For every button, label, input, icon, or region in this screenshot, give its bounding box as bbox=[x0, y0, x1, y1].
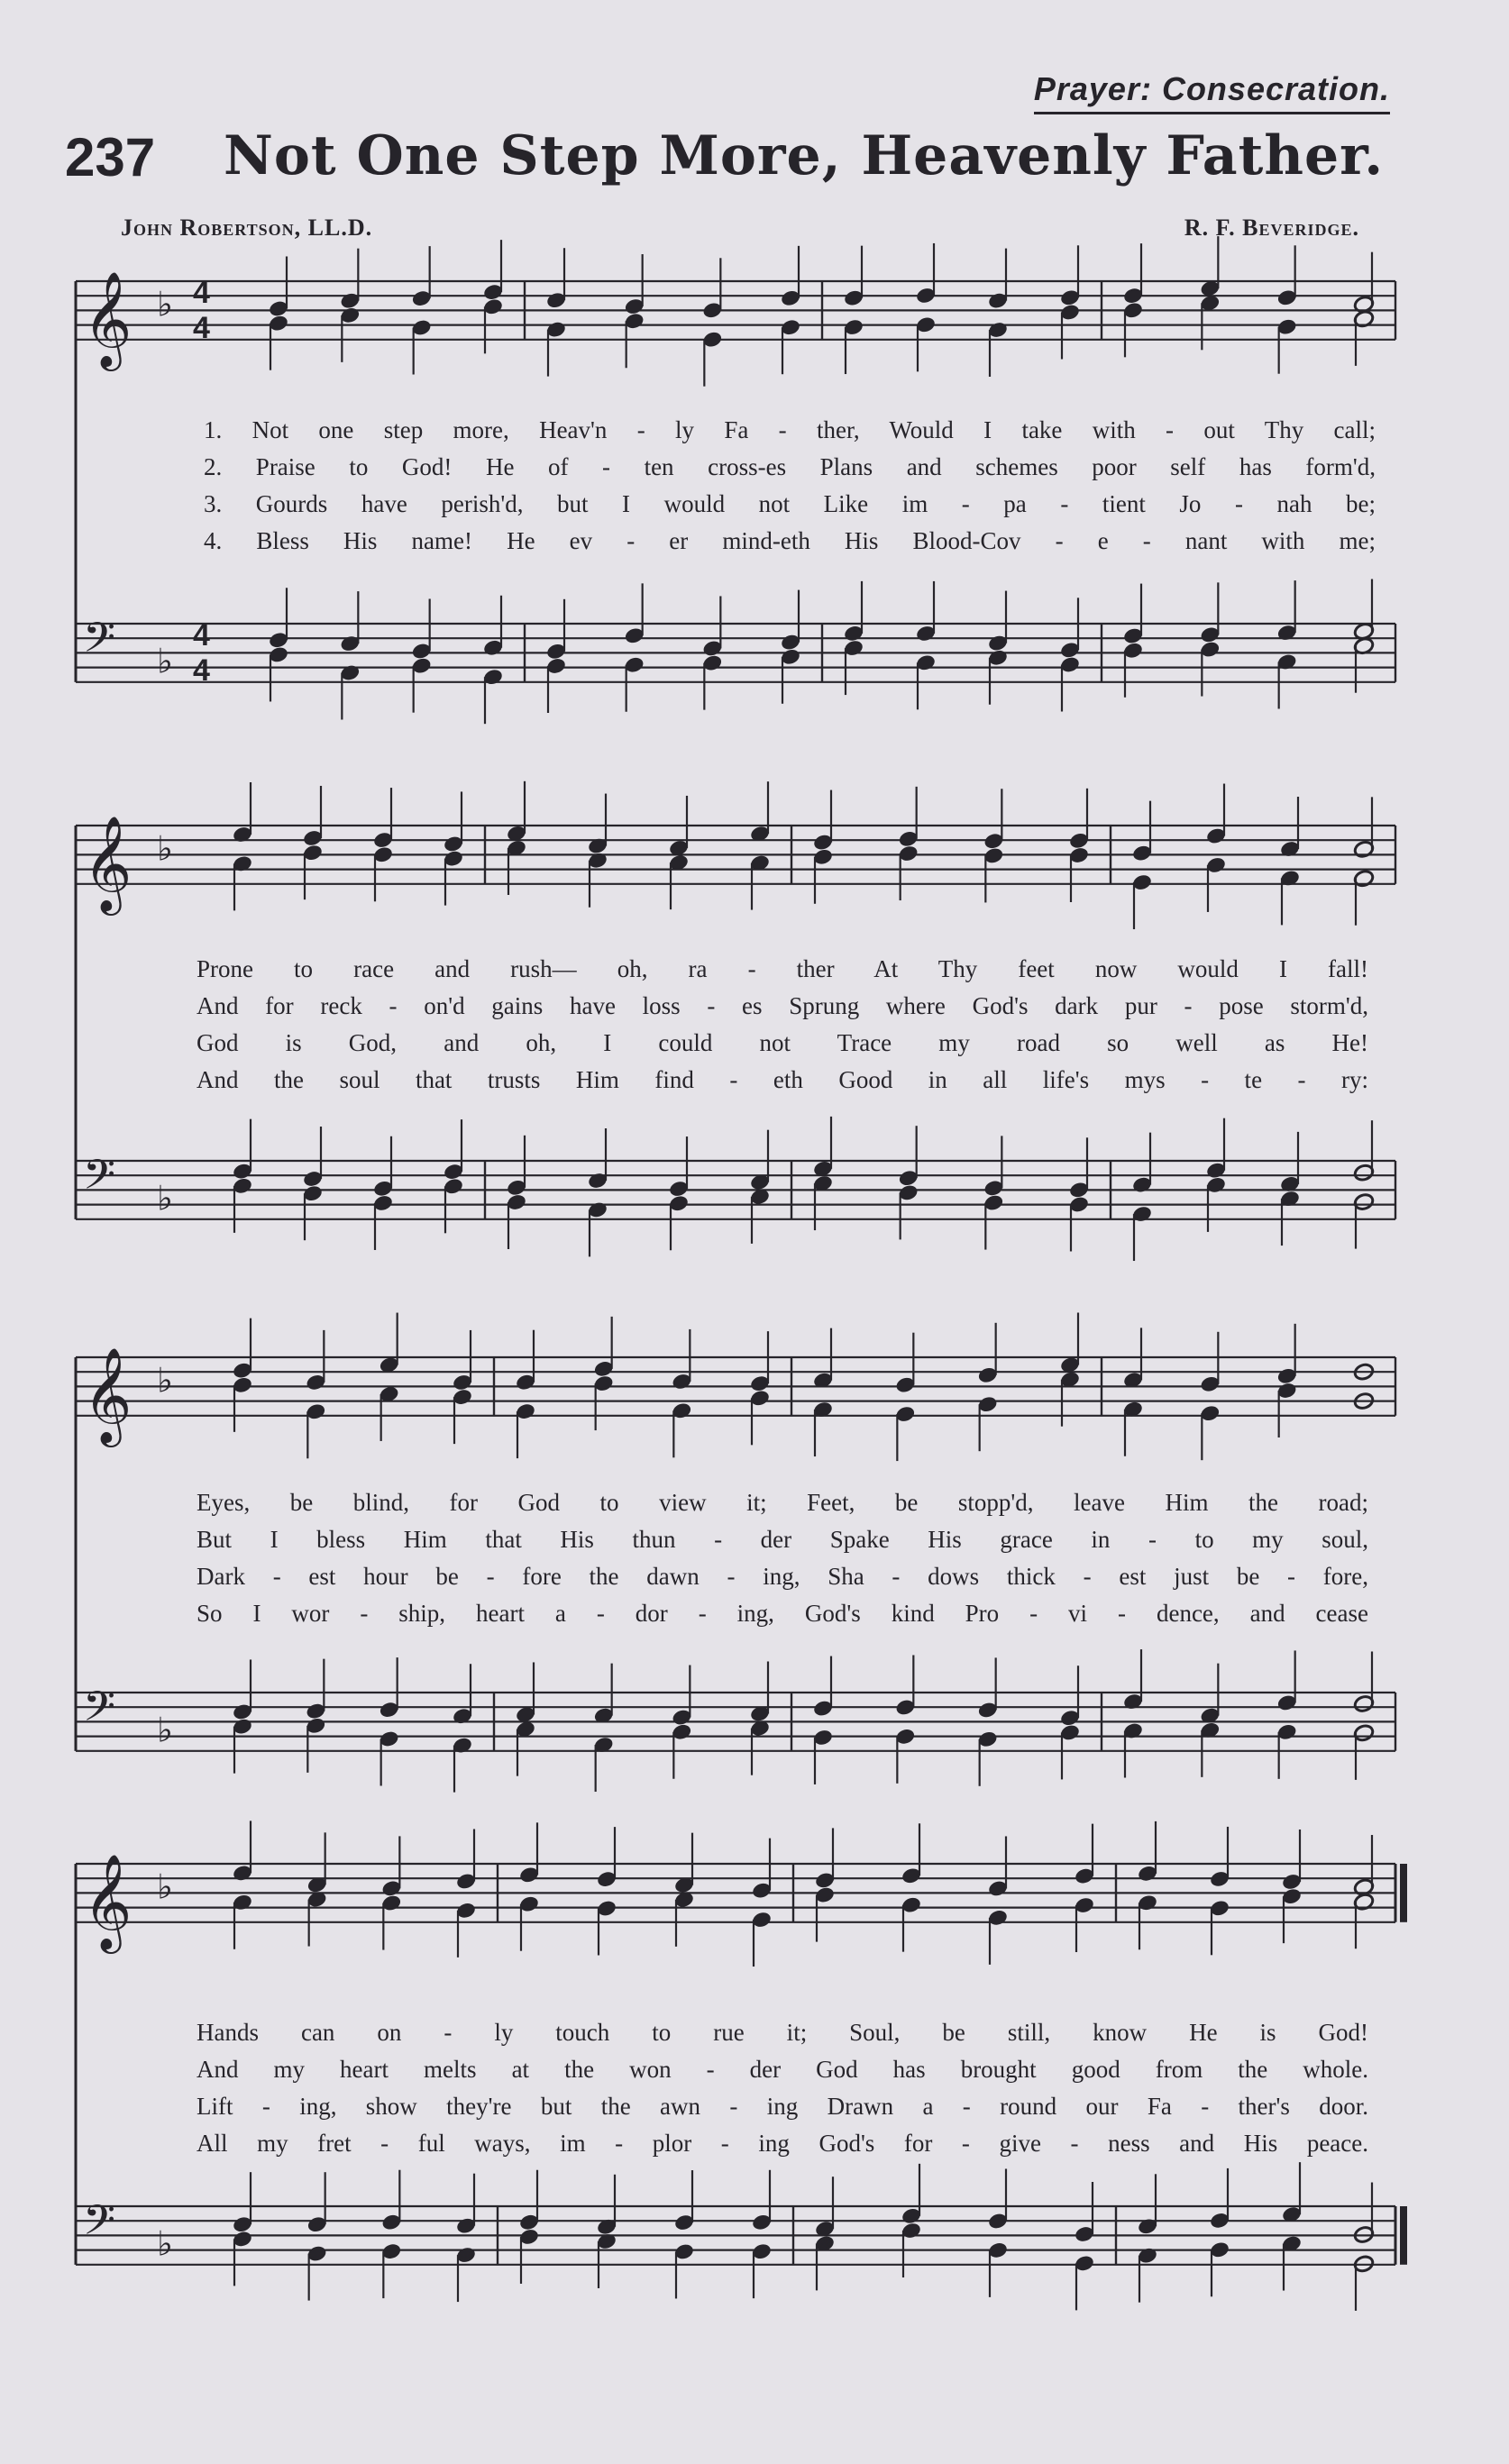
time-signature-top: 4 bbox=[193, 618, 210, 653]
lyric-line: 2. Praise to God! He of - ten cross-es Plans and schemes poor self has form'd, bbox=[204, 453, 1376, 480]
flat-icon: ♭ bbox=[157, 1178, 173, 1218]
lyric-line: But I bless Him that His thun - der Spake His grace in - to my soul, bbox=[197, 1526, 1368, 1553]
flat-icon: ♭ bbox=[157, 1866, 173, 1907]
lyric-line: And the soul that trusts Him find - eth Good in all life's mys - te - ry: bbox=[197, 1066, 1368, 1093]
lyric-line: Lift - ing, show they're but the awn - ing Drawn a - round our Fa - ther's door. bbox=[197, 2093, 1368, 2120]
category-heading: Prayer: Consecration. bbox=[1034, 70, 1390, 114]
bass-clef-icon: 𝄢 bbox=[83, 1683, 116, 1741]
treble-clef-icon: 𝄞 bbox=[83, 1346, 133, 1443]
author-credit: John Robertson, LL.D. bbox=[121, 214, 373, 241]
lyric-line: So I wor - ship, heart a - dor - ing, God's kind Pro - vi - dence, and cease bbox=[197, 1600, 1368, 1627]
flat-icon: ♭ bbox=[157, 641, 173, 681]
time-signature-bottom: 4 bbox=[193, 653, 210, 688]
treble-clef-icon: 𝄞 bbox=[83, 1852, 133, 1949]
lyric-line: Dark - est hour be - fore the dawn - ing, Sha - dows thick - est just be - fore, bbox=[197, 1563, 1368, 1590]
lyric-line: Hands can on - ly touch to rue it; Soul, be still, know He is God! bbox=[197, 2019, 1368, 2046]
lyric-line: God is God, and oh, I could not Trace my road so well as He! bbox=[197, 1029, 1368, 1056]
time-signature-top: 4 bbox=[193, 276, 210, 310]
flat-icon: ♭ bbox=[157, 828, 173, 869]
hymn-title: Not One Step More, Heavenly Father. bbox=[224, 124, 1385, 187]
lyric-line: And my heart melts at the won - der God has brought good from the whole. bbox=[197, 2056, 1368, 2083]
lyric-line: Eyes, be blind, for God to view it; Feet, be stopp'd, leave Him the road; bbox=[197, 1489, 1368, 1516]
bass-clef-icon: 𝄢 bbox=[83, 614, 116, 672]
lyric-line: 1. Not one step more, Heav'n - ly Fa - ther, Would I take with - out Thy call; bbox=[204, 416, 1376, 443]
treble-clef-icon: 𝄞 bbox=[83, 814, 133, 911]
lyric-line: 4. Bless His name! He ev - er mind-eth His Blood-Cov - e - nant with me; bbox=[204, 527, 1376, 554]
final-barline bbox=[1400, 2206, 1407, 2265]
lyric-line: And for reck - on'd gains have loss - es Sprung where God's dark pur - pose storm'd, bbox=[197, 992, 1368, 1019]
flat-icon: ♭ bbox=[157, 1360, 173, 1401]
bass-staff bbox=[76, 2162, 1407, 2311]
treble-clef-icon: 𝄞 bbox=[83, 269, 133, 367]
bass-clef-icon: 𝄢 bbox=[83, 1151, 116, 1209]
treble-staff bbox=[76, 1821, 1407, 1967]
flat-icon: ♭ bbox=[157, 1710, 173, 1750]
flat-icon: ♭ bbox=[157, 284, 173, 324]
composer-credit: R. F. Beveridge. bbox=[1184, 214, 1359, 241]
final-barline bbox=[1400, 1864, 1407, 1922]
flat-icon: ♭ bbox=[157, 2223, 173, 2264]
lyric-line: All my fret - ful ways, im - plor - ing God's for - give - ness and His peace. bbox=[197, 2130, 1368, 2157]
time-signature-bottom: 4 bbox=[193, 310, 210, 345]
hymn-number: 237 bbox=[65, 127, 156, 187]
lyric-line: 3. Gourds have perish'd, but I would not Like im - pa - tient Jo - nah be; bbox=[204, 490, 1376, 517]
lyric-line: Prone to race and rush— oh, ra - ther At Thy feet now would I fall! bbox=[197, 955, 1368, 982]
bass-clef-icon: 𝄢 bbox=[83, 2196, 116, 2255]
